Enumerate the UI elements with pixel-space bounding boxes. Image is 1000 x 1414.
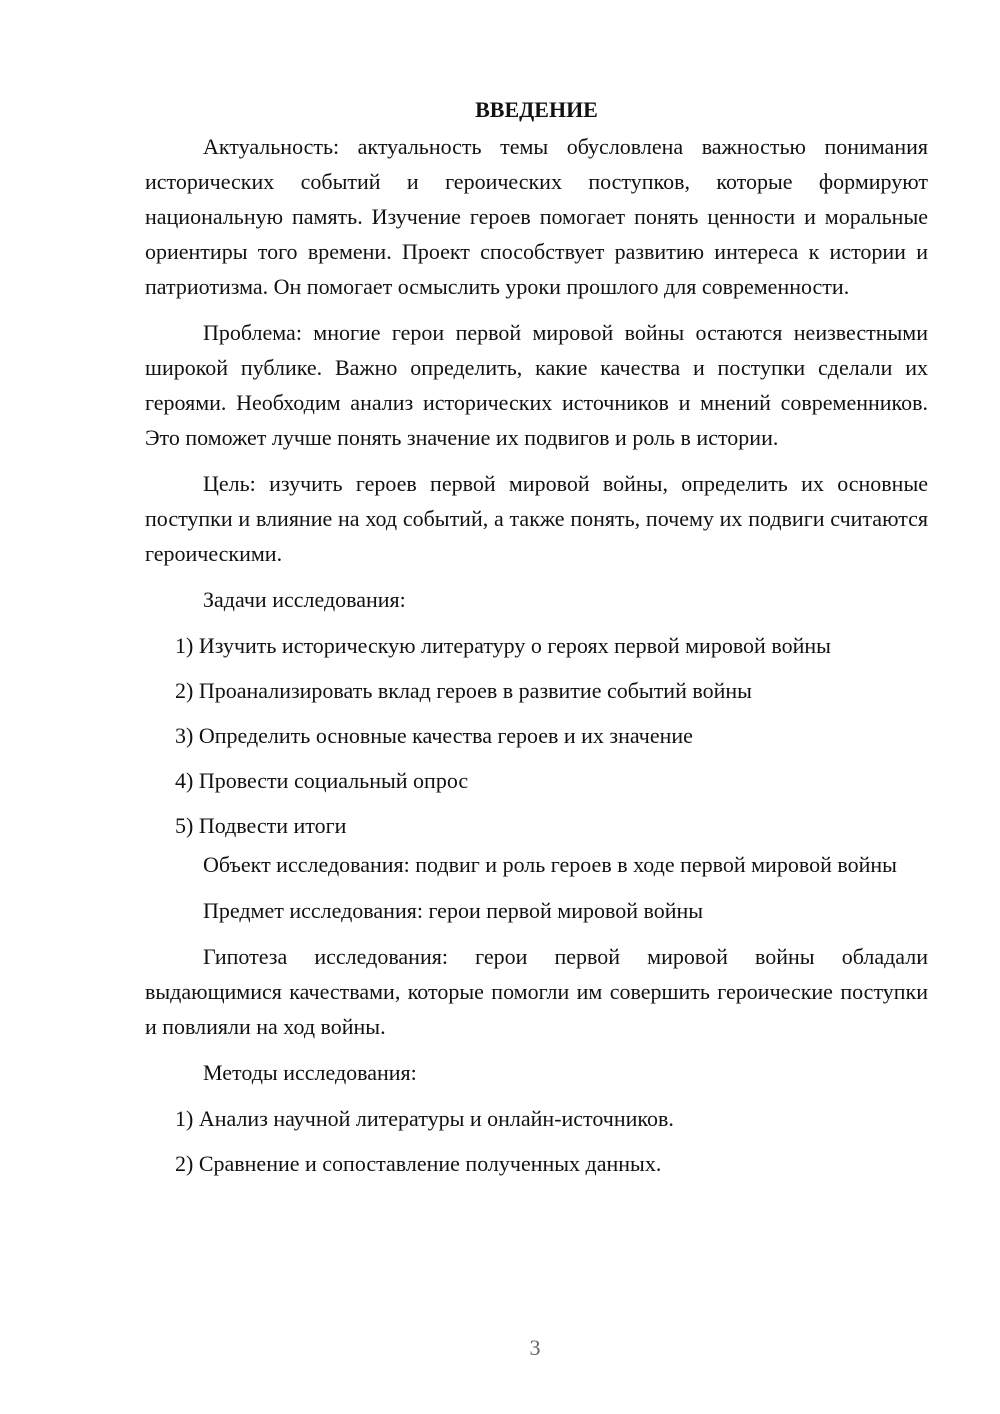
list-item: 1) Анализ научной литературы и онлайн-источников. [175,1106,674,1131]
list-item: 2) Сравнение и сопоставление полученных данных. [175,1151,662,1176]
list-item: 1) Изучить историческую литературу о героях первой мировой войны [175,633,831,658]
document-body [145,92,928,1191]
page-title: ВВЕДЕНИЕ [475,97,598,122]
tasks-list [145,628,928,843]
list-item: 3) Определить основные качества героев и их значение [175,723,693,748]
methods-list [145,1101,928,1181]
hypothesis-paragraph: Гипотеза исследования: герои первой мировой войны обладали выдающимися качествами, которые помогли им совершить героические поступки и повлияли на ход войны. [145,944,928,1039]
problem-paragraph: Проблема: многие герои первой мировой войны остаются неизвестными широкой публике. Важно определить, какие качества и поступки сделали их героями. Необходим анализ исторических источников и мнений современников. Это поможет лучше понять значение их подвигов и роль в истории. [145,320,928,450]
list-item: 2) Проанализировать вклад героев в развитие событий войны [175,678,752,703]
relevance-paragraph: Актуальность: актуальность темы обусловлена важностью понимания исторических событий и героических поступков, которые формируют национальную память. Изучение героев помогает понять ценности и моральные ориентиры того времени. Проект способствует развитию интереса к истории и патриотизма. Он помогает осмыслить уроки прошлого для современности. [145,134,928,299]
list-item: 5) Подвести итоги [175,813,347,838]
page-number: 3 [529,1335,541,1360]
goal-paragraph: Цель: изучить героев первой мировой войны, определить их основные поступки и влияние на ход событий, а также понять, почему их подвиги считаются героическими. [145,471,928,566]
tasks-heading: Задачи исследования: [203,587,406,612]
object-paragraph: Объект исследования: подвиг и роль героев в ходе первой мировой войны [203,852,897,877]
methods-heading: Методы исследования: [203,1060,417,1085]
list-item: 4) Провести социальный опрос [175,768,469,793]
subject-paragraph: Предмет исследования: герои первой мировой войны [203,898,704,923]
